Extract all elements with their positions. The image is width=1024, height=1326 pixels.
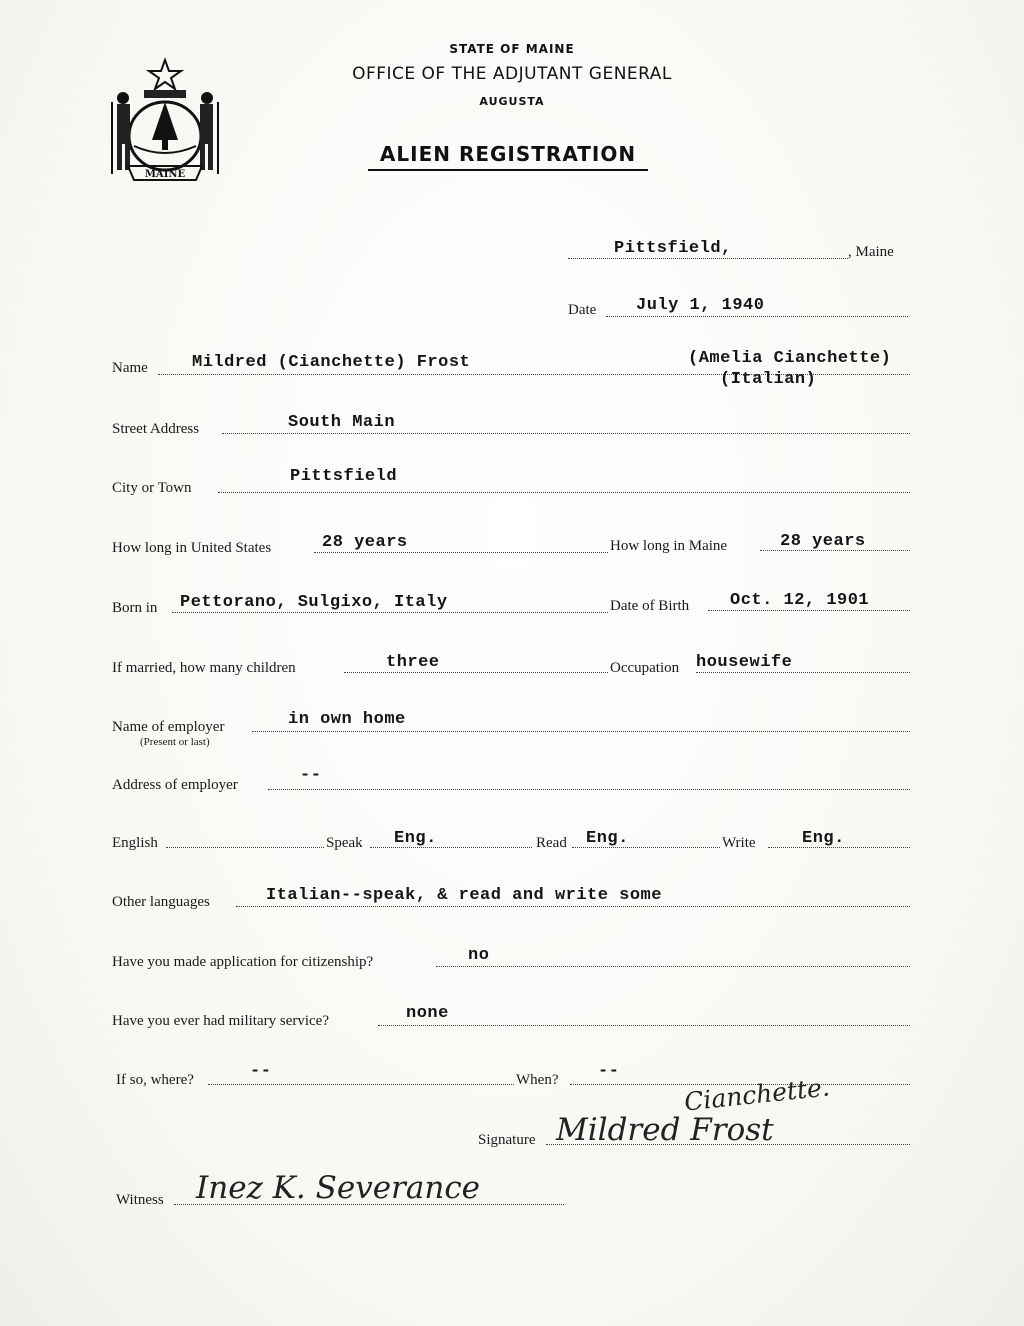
employer-label: Name of employer (112, 719, 225, 735)
occupation-line (696, 672, 910, 673)
speak-value: Eng. (394, 829, 437, 848)
read-label: Read (536, 835, 567, 851)
city-line (218, 492, 910, 493)
dob-line (708, 610, 910, 611)
children-label: If married, how many children (112, 660, 296, 676)
children-line (344, 672, 608, 673)
where-label: If so, where? (116, 1072, 194, 1088)
city-value: Pittsfield (290, 467, 398, 486)
maine-years-label: How long in Maine (610, 538, 728, 554)
speak-label: Speak (326, 835, 363, 851)
dob-label: Date of Birth (610, 598, 690, 614)
state-heading: STATE OF MAINE (449, 42, 575, 56)
signature-label: Signature (478, 1132, 536, 1148)
where-value: -- (250, 1062, 272, 1081)
citizenship-value: no (468, 946, 490, 965)
date-line (606, 316, 908, 317)
city-label: City or Town (112, 480, 192, 496)
military-value: none (406, 1004, 449, 1023)
military-label: Have you ever had military service? (112, 1013, 329, 1029)
employer-line (252, 731, 910, 732)
name-note-2: (Italian) (720, 370, 817, 389)
city-heading: AUGUSTA (479, 95, 545, 108)
employer-address-label: Address of employer (112, 777, 238, 793)
name-note-1: (Amelia Cianchette) (688, 349, 892, 368)
children-value: three (386, 653, 440, 672)
occupation-value: housewife (696, 653, 793, 672)
signature-maiden: Cianchette. (682, 1072, 831, 1117)
name-label: Name (112, 360, 148, 376)
other-languages-value: Italian--speak, & read and write some (266, 886, 662, 905)
witness-value: Inez K. Severance (196, 1170, 481, 1206)
form-title: ALIEN REGISTRATION (368, 142, 648, 171)
us-years-line (314, 552, 608, 553)
office-heading: OFFICE OF THE ADJUTANT GENERAL (352, 64, 672, 84)
occupation-label: Occupation (610, 660, 680, 676)
signature-value: Mildred Frost (556, 1112, 774, 1148)
maine-years-value: 28 years (780, 532, 866, 551)
when-value: -- (598, 1062, 620, 1081)
street-line (222, 433, 910, 434)
born-label: Born in (112, 600, 158, 616)
born-line (172, 612, 608, 613)
where-line (208, 1084, 514, 1085)
when-label: When? (516, 1072, 559, 1088)
svg-text:MAINE: MAINE (144, 169, 186, 180)
write-label: Write (722, 835, 756, 851)
military-line (378, 1025, 910, 1026)
place-suffix: , Maine (848, 244, 894, 260)
read-value: Eng. (586, 829, 629, 848)
date-value: July 1, 1940 (636, 296, 765, 315)
citizenship-line (436, 966, 910, 967)
employer-sublabel: (Present or last) (140, 736, 210, 748)
write-value: Eng. (802, 829, 845, 848)
english-line (166, 847, 324, 848)
other-languages-line (236, 906, 910, 907)
date-label: Date (568, 302, 597, 318)
place-value: Pittsfield, (614, 239, 732, 258)
citizenship-label: Have you made application for citizenship? (112, 954, 374, 970)
dob-value: Oct. 12, 1901 (730, 591, 870, 610)
us-years-label: How long in United States (112, 540, 272, 556)
english-label: English (112, 835, 158, 851)
street-value: South Main (288, 413, 396, 432)
employer-value: in own home (288, 710, 406, 729)
street-label: Street Address (112, 421, 200, 437)
other-languages-label: Other languages (112, 894, 210, 910)
name-value: Mildred (Cianchette) Frost (192, 353, 471, 372)
us-years-value: 28 years (322, 533, 408, 552)
employer-address-value: -- (300, 766, 322, 785)
witness-label: Witness (116, 1192, 164, 1208)
born-value: Pettorano, Sulgixo, Italy (180, 593, 448, 612)
place-line (568, 258, 848, 259)
employer-address-line (268, 789, 910, 790)
